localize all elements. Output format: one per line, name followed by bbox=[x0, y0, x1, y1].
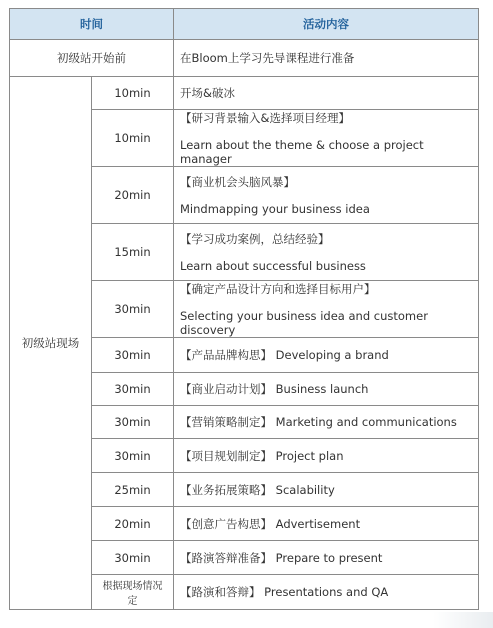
activity-line-2: Mindmapping your business idea bbox=[180, 202, 370, 216]
activity-line-1: 【研习背景输入&选择项目经理】 bbox=[180, 111, 350, 125]
activity-cell bbox=[174, 473, 479, 507]
activity-line-1: 【商业机会头脑风暴】 bbox=[180, 175, 295, 189]
activity-line-1: 【产品品牌构思】 Developing a brand bbox=[180, 348, 389, 362]
time-cell: 10min bbox=[92, 77, 174, 110]
activity-line-1: 【营销策略制定】 Marketing and communications bbox=[180, 415, 457, 429]
activity-line-1: 【商业启动计划】 Business launch bbox=[180, 382, 369, 396]
header-activity: 活动内容 bbox=[174, 9, 479, 40]
activity-cell bbox=[174, 373, 479, 406]
activity-line-1: 【业务拓展策略】 Scalability bbox=[180, 482, 335, 497]
pre-event-row bbox=[10, 40, 479, 77]
time-cell: 30min bbox=[92, 281, 174, 338]
schedule-table bbox=[9, 8, 479, 610]
time-cell: 10min bbox=[92, 110, 174, 167]
time-cell: 20min bbox=[92, 507, 174, 541]
activity-line-1: 【路演答辩准备】 Prepare to present bbox=[180, 550, 383, 565]
header-row bbox=[10, 9, 479, 40]
activity-line-2: Learn about successful business bbox=[180, 259, 366, 273]
activity-cell bbox=[174, 77, 479, 110]
schedule-row bbox=[10, 77, 479, 110]
activity-line-1: 【路演和答辩】 Presentations and QA bbox=[180, 585, 389, 599]
activity-cell bbox=[174, 281, 479, 338]
header-time: 时间 bbox=[10, 9, 174, 40]
time-cell: 根据现场情况定 bbox=[92, 575, 174, 610]
corner-watermark-fade bbox=[433, 612, 493, 628]
activity-cell bbox=[174, 507, 479, 541]
activity-line-2: Learn about the theme & choose a project manager bbox=[180, 138, 424, 166]
pre-event-phase: 初级站开始前 bbox=[10, 40, 174, 77]
onsite-phase-cell: 初级站现场 bbox=[10, 77, 92, 610]
time-cell: 20min bbox=[92, 167, 174, 224]
time-cell: 15min bbox=[92, 224, 174, 281]
time-cell: 30min bbox=[92, 541, 174, 575]
time-cell: 30min bbox=[92, 373, 174, 406]
activity-cell bbox=[174, 406, 479, 439]
activity-cell bbox=[174, 110, 479, 167]
activity-cell bbox=[174, 575, 479, 610]
activity-line-1: 【创意广告构思】 Advertisement bbox=[180, 516, 361, 531]
activity-line-1: 【确定产品设计方向和选择目标用户】 bbox=[180, 282, 376, 296]
activity-line-1: 开场&破冰 bbox=[180, 86, 235, 100]
activity-cell bbox=[174, 224, 479, 281]
time-cell: 30min bbox=[92, 406, 174, 439]
activity-cell bbox=[174, 439, 479, 473]
activity-line-1: 【项目规划制定】 Project plan bbox=[180, 448, 344, 463]
time-cell: 30min bbox=[92, 338, 174, 373]
activity-cell bbox=[174, 167, 479, 224]
time-cell: 25min bbox=[92, 473, 174, 507]
time-cell: 30min bbox=[92, 439, 174, 473]
pre-event-activity: 在Bloom上学习先导课程进行准备 bbox=[174, 40, 479, 77]
activity-line-1: 【学习成功案例，总结经验】 bbox=[180, 232, 330, 246]
activity-cell bbox=[174, 541, 479, 575]
activity-cell bbox=[174, 338, 479, 373]
activity-line-2: Selecting your business idea and customer discovery bbox=[180, 309, 428, 337]
